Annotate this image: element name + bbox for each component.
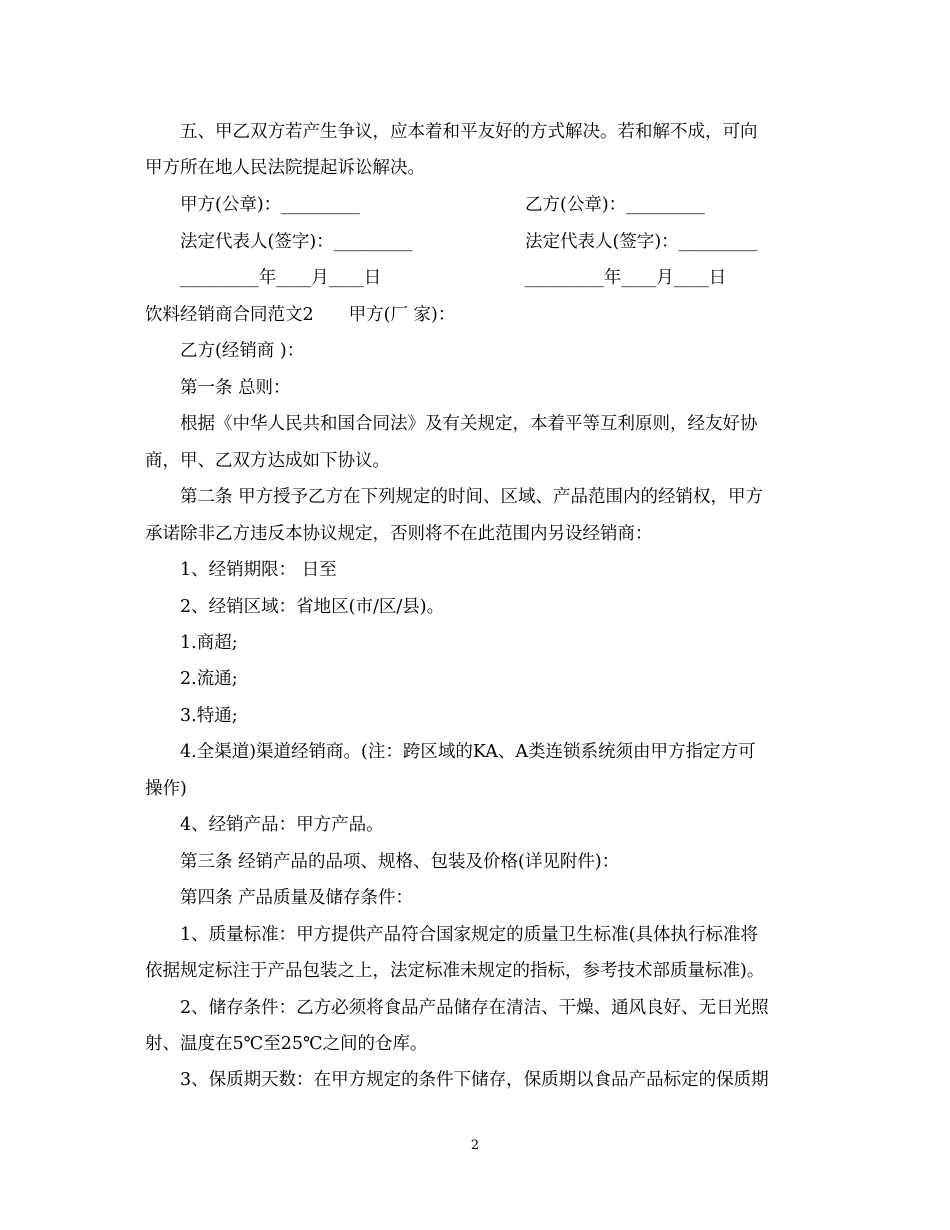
article-heading: 第一条 总则： (180, 378, 291, 398)
signature-rep-left: 法定代表人(签字)：_________ (180, 232, 413, 252)
signature-party-left: 甲方(公章)：_________ (180, 195, 360, 215)
paragraph-line: 五、甲乙双方若产生争议，应本着和平友好的方式解决。若和解不成，可向 (180, 122, 758, 142)
paragraph-line: 依据规定标注于产品包装之上，法定标准未规定的指标，参考技术部质量标准)。 (145, 961, 765, 981)
paragraph-line: 射、温度在5℃至25℃之间的仓库。 (145, 1034, 428, 1054)
list-item: 1、质量标准：甲方提供产品符合国家规定的质量卫生标准(具体执行标准将 (180, 925, 758, 945)
signature-date-right: _________年____月____日 (525, 268, 727, 288)
article-heading: 第四条 产品质量及储存条件： (180, 888, 414, 908)
paragraph-line: 根据《中华人民共和国合同法》及有关规定，本着平等互利原则，经友好协 (180, 414, 758, 434)
paragraph-line: 乙方(经销商 )： (180, 341, 305, 361)
section-heading: 饮料经销商合同范文2 甲方(厂 家)： (145, 305, 456, 325)
paragraph-line: 甲方所在地人民法院提起诉讼解决。 (145, 158, 425, 178)
signature-party-right: 乙方(公章)：_________ (525, 195, 705, 215)
list-item: 2、储存条件：乙方必须将食品产品储存在清洁、干燥、通风良好、无日光照 (180, 998, 769, 1018)
signature-date-left: _________年____月____日 (180, 268, 382, 288)
list-item: 2、经销区域：省地区(市/区/县)。 (180, 597, 445, 617)
list-item: 1.商超; (180, 633, 238, 653)
paragraph-line: 承诺除非乙方违反本协议规定，否则将不在此范围内另设经销商： (145, 524, 653, 544)
list-item: 1、经销期限： 日至 (180, 560, 337, 580)
paragraph-line: 操作) (145, 779, 187, 799)
page-number: 2 (470, 1138, 480, 1153)
article-heading: 第三条 经销产品的品项、规格、包装及价格(详见附件)： (180, 852, 620, 872)
list-item: 2.流通; (180, 669, 238, 689)
list-item: 3.特通; (180, 706, 238, 726)
list-item: 4.全渠道)渠道经销商。(注：跨区域的KA、A类连锁系统须由甲方指定方可 (180, 742, 756, 762)
signature-rep-right: 法定代表人(签字)：_________ (525, 232, 758, 252)
list-item: 4、经销产品：甲方产品。 (180, 815, 384, 835)
paragraph-line: 商，甲、乙双方达成如下协议。 (145, 451, 390, 471)
list-item: 3、保质期天数：在甲方规定的条件下储存，保质期以食品产品标定的保质期 (180, 1070, 769, 1090)
article-heading: 第二条 甲方授予乙方在下列规定的时间、区域、产品范围内的经销权，甲方 (180, 487, 764, 507)
